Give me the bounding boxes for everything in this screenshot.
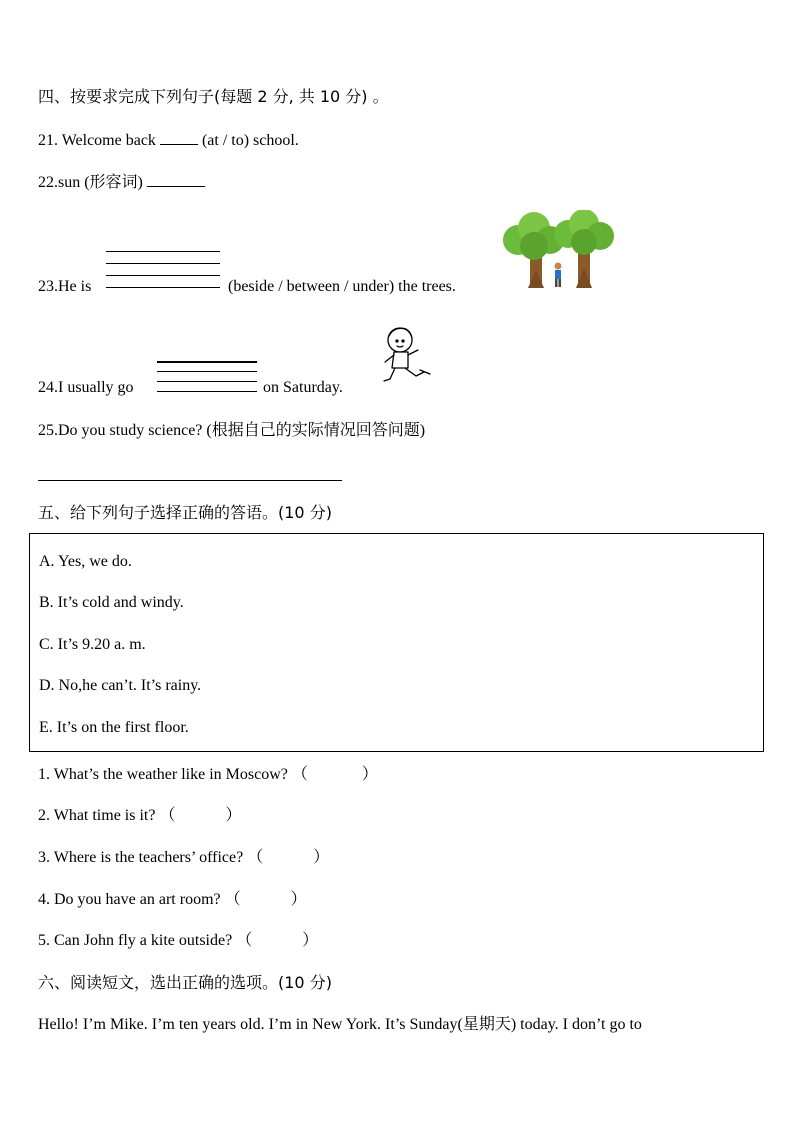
match-question-3	[38, 848, 329, 868]
match-question-2-text: 2. What time is it?	[38, 807, 156, 824]
passage-line-1: Hello! I’m Mike. I’m ten years old. I’m in New York. It’s Sunday(星期天) today. I don’t go to	[38, 1016, 642, 1033]
option-a: A. Yes, we do.	[39, 553, 132, 570]
q21-prefix: 21. Welcome back	[38, 132, 156, 149]
answer-paren-open: （	[236, 932, 253, 949]
match-question-5-text: 5. Can John fly a kite outside?	[38, 932, 233, 949]
match-question-2	[38, 806, 242, 826]
answer-paren-open: （	[247, 849, 264, 866]
question-25: 25.Do you study science? (根据自己的实际情况回答问题)	[38, 422, 426, 439]
match-question-4	[38, 890, 307, 910]
option-e: E. It’s on the first floor.	[39, 719, 189, 736]
answer-paren-close: ）	[225, 807, 242, 824]
match-question-3-text: 3. Where is the teachers’ office?	[38, 849, 244, 866]
answer-paren-close: ）	[302, 932, 319, 949]
option-b: B. It’s cold and windy.	[39, 594, 184, 611]
question-21	[38, 130, 299, 151]
q21-answer-blank[interactable]	[160, 130, 198, 145]
q23-writing-lines[interactable]	[106, 251, 220, 291]
q25-answer-line[interactable]	[38, 480, 342, 481]
answer-paren-close: ）	[313, 849, 330, 866]
match-question-4-text: 4. Do you have an art room?	[38, 891, 221, 908]
q22-answer-blank[interactable]	[147, 172, 205, 187]
section6-heading: 六、阅读短文，选出正确的选项。(10 分)	[38, 973, 332, 992]
q23-prefix: 23.He is	[38, 278, 92, 295]
section4-heading: 四、按要求完成下列句子(每题 2 分, 共 10 分) 。	[38, 87, 389, 106]
question-23	[38, 277, 91, 297]
match-question-5	[38, 931, 318, 951]
answer-paren-close: ）	[361, 766, 378, 783]
q24-writing-lines[interactable]	[157, 361, 257, 393]
match-question-1	[38, 765, 378, 785]
q21-suffix: (at / to) school.	[201, 132, 299, 149]
q23-suffix: (beside / between / under) the trees.	[228, 278, 456, 295]
answer-paren-open: （	[159, 807, 176, 824]
match-question-1-text: 1. What’s the weather like in Moscow?	[38, 766, 288, 783]
question-24	[38, 378, 134, 398]
answer-paren-open: （	[224, 891, 241, 908]
answer-paren-close: ）	[290, 891, 307, 908]
trees-illustration	[500, 210, 616, 292]
q22-prefix: 22.sun (形容词)	[38, 174, 143, 191]
answer-options-box	[29, 533, 764, 752]
q24-suffix: on Saturday.	[263, 379, 343, 396]
section5-heading: 五、给下列句子选择正确的答语。(10 分)	[38, 503, 332, 522]
question-22	[38, 172, 205, 193]
running-child-illustration	[380, 324, 436, 394]
answer-paren-open: （	[291, 766, 308, 783]
option-d: D. No,he can’t. It’s rainy.	[39, 677, 202, 694]
option-c: C. It’s 9.20 a. m.	[39, 636, 146, 653]
q24-prefix: 24.I usually go	[38, 379, 134, 396]
